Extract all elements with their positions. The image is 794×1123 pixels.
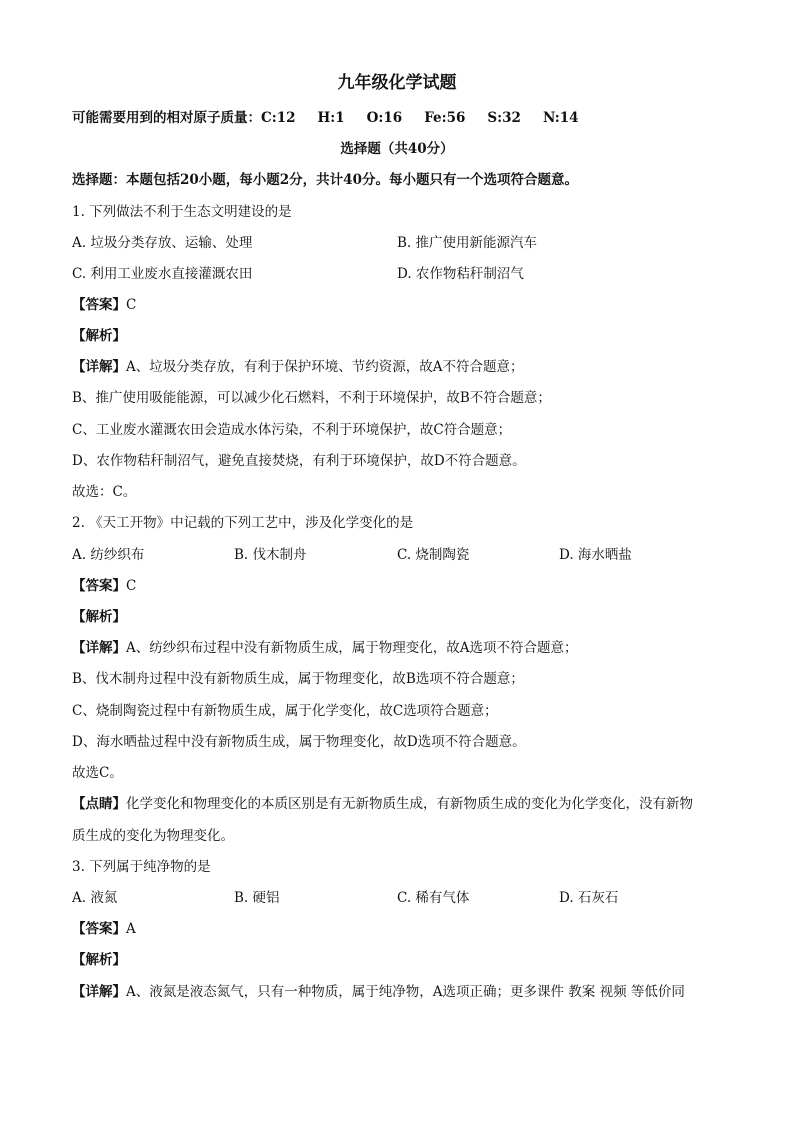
q3-stem: 3. 下列属于纯净物的是 [72, 859, 211, 875]
detail-text: A、纺纱织布过程中没有新物质生成，属于物理变化，故A选项不符合题意； [126, 640, 578, 656]
q2-stem: 2. 《天工开物》中记载的下列工艺中，涉及化学变化的是 [72, 515, 414, 531]
mass-n: N:14 [542, 110, 579, 126]
tip-text: 化学变化和物理变化的本质区别是有无新物质生成，有新物质生成的变化为化学变化，没有新物 [126, 796, 693, 812]
q1-option-b: B. 推广使用新能源汽车 [397, 235, 538, 251]
q2-detail-d: D、海水晒盐过程中没有新物质生成，属于物理变化，故D选项不符合题意。 [72, 734, 526, 750]
q2-tip [72, 794, 693, 814]
answer-tag: 【答案】 [72, 921, 126, 937]
section-title: 选择题（共40分） [340, 141, 454, 157]
detail-tag: 【详解】 [72, 984, 126, 1000]
mass-fe: Fe:56 [424, 110, 466, 126]
q1-stem: 1. 下列做法不利于生态文明建设的是 [72, 204, 292, 220]
q3-option-a: A. 液氮 [72, 890, 118, 906]
q1-conclusion: 故选：C。 [72, 484, 137, 500]
detail-text: A、垃圾分类存放，有利于保护环境、节约资源，故A不符合题意； [126, 359, 524, 375]
q1-detail-b: B、推广使用吸能能源，可以减少化石燃料，不利于环境保护，故B不符合题意； [72, 390, 551, 406]
q1-detail-c: C、工业废水灌溉农田会造成水体污染，不利于环境保护，故C符合题意； [72, 422, 512, 438]
q2-answer [72, 576, 136, 596]
q1-option-a: A. 垃圾分类存放、运输、处理 [72, 235, 253, 251]
q2-option-c: C. 烧制陶瓷 [397, 547, 470, 563]
q3-option-c: C. 稀有气体 [397, 890, 470, 906]
atomic-mass-label: 可能需要用到的相对原子质量： [72, 110, 261, 126]
q2-conclusion: 故选C。 [72, 765, 123, 781]
answer-value: A [126, 921, 136, 937]
q1-option-c: C. 利用工业废水直接灌溉农田 [72, 266, 253, 282]
atomic-mass-line [72, 108, 601, 128]
answer-tag: 【答案】 [72, 578, 126, 594]
detail-tag: 【详解】 [72, 359, 126, 375]
answer-value: C [126, 578, 137, 594]
q2-analysis-tag: 【解析】 [72, 609, 126, 625]
answer-tag: 【答案】 [72, 297, 126, 313]
q2-option-a: A. 纺纱织布 [72, 547, 145, 563]
mass-c: C:12 [261, 110, 296, 126]
q3-option-b: B. 硬铝 [234, 890, 280, 906]
q1-answer [72, 295, 136, 315]
q3-answer [72, 919, 136, 939]
detail-tag: 【详解】 [72, 640, 126, 656]
q1-option-d: D. 农作物秸秆制沼气 [397, 266, 524, 282]
tip-tag: 【点睛】 [72, 796, 126, 812]
instructions: 选择题：本题包括20小题，每小题2分，共计40分。每小题只有一个选项符合题意。 [72, 172, 578, 188]
q3-analysis-tag: 【解析】 [72, 952, 126, 968]
mass-s: S:32 [487, 110, 521, 126]
mass-h: H:1 [317, 110, 345, 126]
q3-option-d: D. 石灰石 [559, 890, 619, 906]
detail-text: A、液氮是液态氮气，只有一种物质，属于纯净物，A选项正确；更多课件 教案 视频 等低价同 [126, 984, 685, 1000]
q2-detail-c: C、烧制陶瓷过程中有新物质生成，属于化学变化，故C选项符合题意； [72, 703, 498, 719]
q2-option-d: D. 海水晒盐 [559, 547, 632, 563]
q3-detail-a [72, 982, 685, 1002]
q2-detail-b: B、伐木制舟过程中没有新物质生成，属于物理变化，故B选项不符合题意； [72, 671, 524, 687]
page-title: 九年级化学试题 [337, 73, 457, 93]
q2-option-b: B. 伐木制舟 [234, 547, 307, 563]
q2-detail-a [72, 638, 578, 658]
answer-value: C [126, 297, 137, 313]
q1-analysis-tag: 【解析】 [72, 328, 126, 344]
q1-detail-a [72, 357, 524, 377]
q2-tip-cont: 质生成的变化为物理变化。 [72, 828, 234, 844]
q1-detail-d: D、农作物秸秆制沼气，避免直接焚烧，有利于环境保护，故D不符合题意。 [72, 453, 526, 469]
mass-o: O:16 [366, 110, 403, 126]
